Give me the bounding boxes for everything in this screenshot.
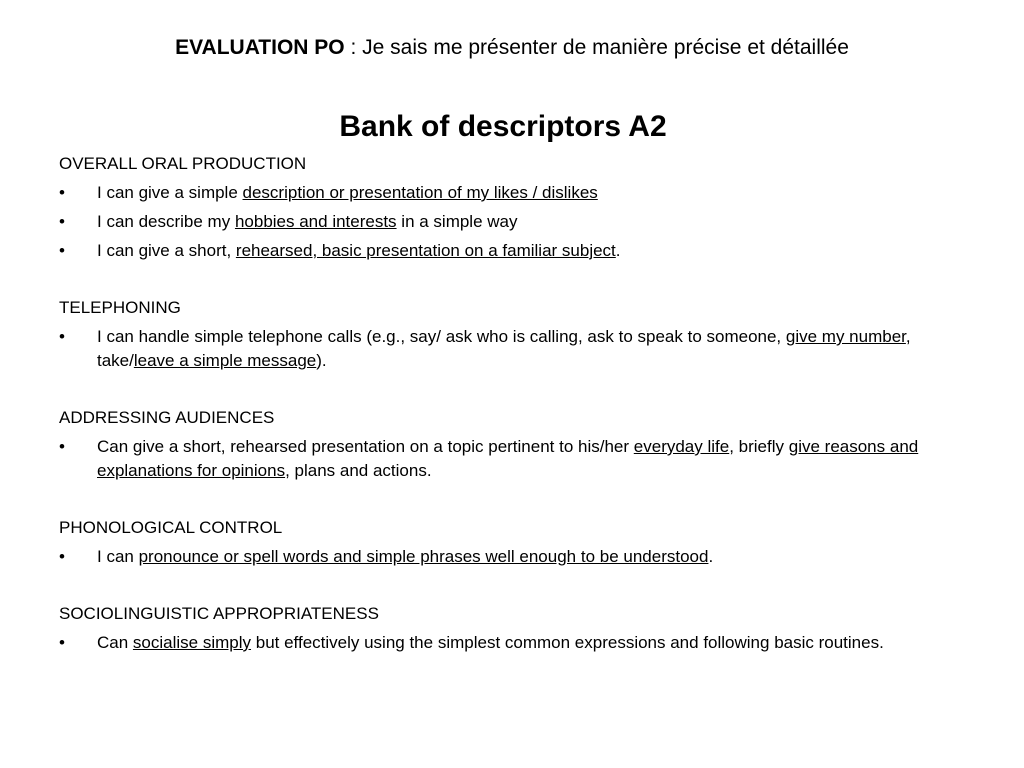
- item-text: I can describe my: [97, 212, 235, 231]
- item-text: I can give a short,: [97, 241, 236, 260]
- bullet-icon: •: [59, 241, 65, 260]
- item-underlined-text: hobbies and interests: [234, 212, 397, 231]
- item-text: but effectively using the simplest common expressions and following basic routines.: [251, 633, 884, 652]
- bullet-icon: •: [59, 183, 65, 202]
- descriptor-list: [59, 152, 959, 688]
- title-bold: EVALUATION PO: [175, 36, 345, 59]
- list-item: [59, 210, 959, 234]
- bullet-icon: •: [59, 437, 65, 456]
- section-heading: ADDRESSING AUDIENCES: [59, 408, 275, 427]
- item-text: I can: [97, 547, 139, 566]
- item-underlined-text: give reasons and explanations for opinions: [97, 437, 919, 480]
- item-underlined-text: description or presentation of my likes / dislikes: [242, 183, 598, 202]
- item-underlined-text: pronounce or spell words and simple phrases well enough to be understood: [138, 547, 709, 566]
- section-overall-oral-production: [59, 152, 959, 263]
- list-item: [59, 435, 959, 483]
- item-underlined-text: leave a simple message: [133, 351, 317, 370]
- list-item: [59, 631, 959, 655]
- item-text: I can handle simple telephone calls (e.g., say/ ask who is calling, ask to speak to someone,: [97, 327, 786, 346]
- item-underlined-text: everyday life: [633, 437, 730, 456]
- list-item: [59, 239, 959, 263]
- item-underlined-text: socialise simply: [132, 633, 252, 652]
- section-telephoning: [59, 296, 959, 373]
- item-text: I can give a simple: [97, 183, 243, 202]
- item-text: , briefly: [729, 437, 789, 456]
- section-sociolinguistic-appropriateness: [59, 602, 959, 655]
- item-text: , plans and actions.: [285, 461, 432, 480]
- item-underlined-text: rehearsed, basic presentation on a familiar subject: [235, 241, 616, 260]
- slide-subtitle: Bank of descriptors A2: [339, 110, 667, 143]
- section-heading: TELEPHONING: [59, 298, 181, 317]
- item-underlined-text: give my number: [785, 327, 906, 346]
- list-item: [59, 325, 959, 373]
- bullet-icon: •: [59, 327, 65, 346]
- item-text: Can: [97, 633, 133, 652]
- item-text: ).: [316, 351, 327, 370]
- list-item: [59, 545, 959, 569]
- bullet-icon: •: [59, 212, 65, 231]
- item-text: in a simple way: [396, 212, 518, 231]
- item-text: Can give a short, rehearsed presentation on a topic pertinent to his/her: [97, 437, 634, 456]
- item-text: , take/: [97, 327, 911, 370]
- slide-title: [0, 34, 1024, 62]
- section-heading: SOCIOLINGUISTIC APPROPRIATENESS: [59, 604, 379, 623]
- bullet-icon: •: [59, 547, 65, 566]
- list-item: [59, 181, 959, 205]
- section-heading: PHONOLOGICAL CONTROL: [59, 518, 283, 537]
- section-heading: OVERALL ORAL PRODUCTION: [59, 154, 307, 173]
- title-rest: : Je sais me présenter de manière précise et détaillée: [344, 36, 849, 59]
- bullet-icon: •: [59, 633, 65, 652]
- item-text: .: [708, 547, 714, 566]
- section-addressing-audiences: [59, 406, 959, 483]
- item-text: .: [615, 241, 621, 260]
- section-phonological-control: [59, 516, 959, 569]
